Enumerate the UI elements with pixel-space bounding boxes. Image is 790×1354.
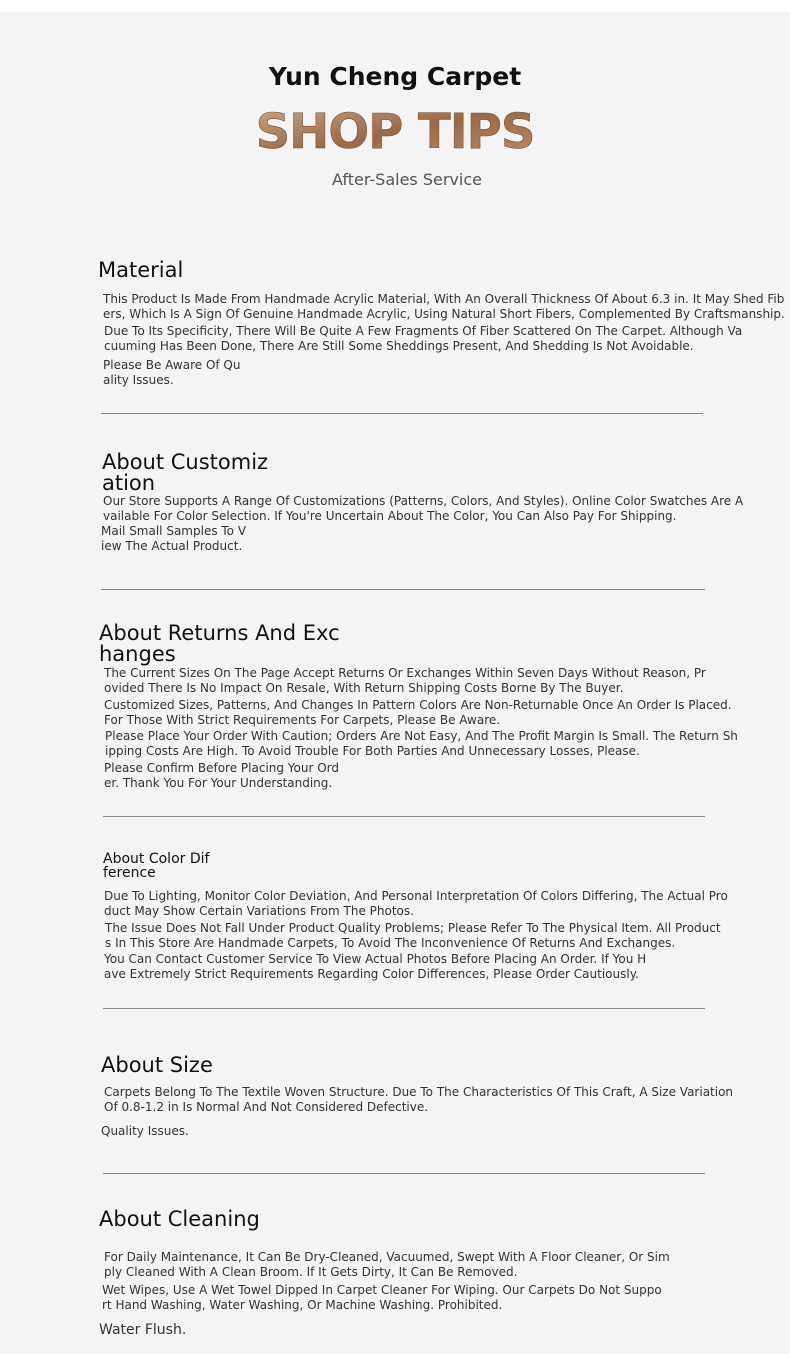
shop-tips-logo <box>255 96 535 160</box>
section-paragraph: Water Flush. <box>99 1322 187 1338</box>
section-paragraph: Due To Its Specificity, There Will Be Quite A Few Fragments Of Fiber Scattered On The Carpet. Although Va cuuming Has Been Done, There Are Still Some Sheddings Present, And Shedding Is Not Avoidable. <box>104 324 743 353</box>
section-title-color-difference: About Color Dif ference <box>103 851 210 881</box>
section-divider <box>101 589 705 590</box>
section-paragraph: For Daily Maintenance, It Can Be Dry-Cleaned, Vacuumed, Swept With A Floor Cleaner, Or Sim ply Cleaned With A Clean Broom. If It Gets Dirty, It Can Be Removed. <box>104 1250 670 1279</box>
brand-title: Yun Cheng Carpet <box>268 62 522 91</box>
logo-text: SHOP TIPS <box>255 104 535 160</box>
section-paragraph: Please Be Aware Of Qu ality Issues. <box>103 358 241 387</box>
section-title-cleaning: About Cleaning <box>99 1207 260 1231</box>
section-title-customization: About Customiz ation <box>102 450 269 495</box>
page-subtitle: After-Sales Service <box>332 170 482 189</box>
section-title-size: About Size <box>101 1053 213 1077</box>
section-paragraph: Customized Sizes, Patterns, And Changes In Pattern Colors Are Non-Returnable Once An Order Is Placed. For Those With Strict Requirements For Carpets, Please Be Aware. <box>104 698 732 727</box>
section-paragraph: Mail Small Samples To V iew The Actual Product. <box>101 524 247 553</box>
section-paragraph: Please Confirm Before Placing Your Ord er. Thank You For Your Understanding. <box>104 761 340 790</box>
section-title-returns: About Returns And Exc hanges <box>99 621 340 666</box>
section-paragraph: The Issue Does Not Fall Under Product Quality Problems; Please Refer To The Physical Item. All Product s In This Store Are Handmade Carpets, To Avoid The Inconvenience Of Returns And Exchanges. <box>105 921 721 950</box>
section-paragraph: Quality Issues. <box>101 1124 189 1138</box>
section-paragraph: Due To Lighting, Monitor Color Deviation, And Personal Interpretation Of Colors Differing, The Actual Pro duct May Show Certain Variations From The Photos. <box>104 889 728 918</box>
section-paragraph: You Can Contact Customer Service To View Actual Photos Before Placing An Order. If You H ave Extremely Strict Requirements Regarding Color Differences, Please Order Cautiously. <box>104 952 647 981</box>
section-paragraph: Please Place Your Order With Caution; Orders Are Not Easy, And The Profit Margin Is Small. The Return Sh ipping Costs Are High. To Avoid Trouble For Both Parties And Unnecessary Losses, Please. <box>105 729 738 758</box>
section-divider <box>101 413 703 414</box>
section-paragraph: Wet Wipes, Use A Wet Towel Dipped In Carpet Cleaner For Wiping. Our Carpets Do Not Suppo rt Hand Washing, Water Washing, Or Machine Washing. Prohibited. <box>102 1283 662 1312</box>
section-paragraph: Carpets Belong To The Textile Woven Structure. Due To The Characteristics Of This Craft, A Size Variation Of 0.8-1.2 in Is Normal And Not Considered Defective. <box>104 1085 734 1114</box>
section-divider <box>103 816 705 817</box>
section-divider <box>103 1008 705 1009</box>
section-title-material: Material <box>98 258 184 282</box>
section-divider <box>103 1173 705 1174</box>
section-paragraph: The Current Sizes On The Page Accept Returns Or Exchanges Within Seven Days Without Reason, Pr ovided There Is No Impact On Resale, With Return Shipping Costs Borne By The Buyer. <box>104 666 706 695</box>
section-paragraph: Our Store Supports A Range Of Customizations (Patterns, Colors, And Styles). Online Color Swatches Are A vailable For Color Selection. If You're Uncertain About The Color, You Can Also Pay For Shipping. <box>103 494 744 523</box>
page <box>0 12 790 1354</box>
section-paragraph: This Product Is Made From Handmade Acrylic Material, With An Overall Thickness Of About 6.3 in. It May Shed Fib ers, Which Is A Sign Of Genuine Handmade Acrylic, Using Natural Short Fibers, Complemented By Craftsmanship. <box>103 292 785 321</box>
